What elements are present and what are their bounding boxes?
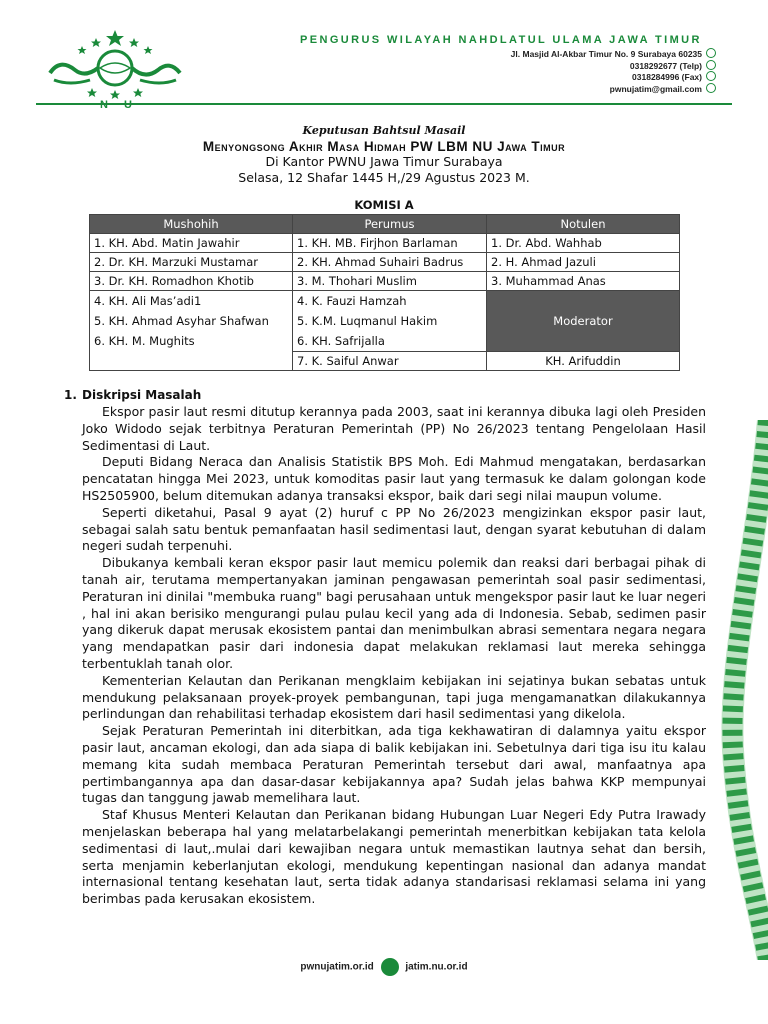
perumus-cell: 1. KH. MB. Firjhon Barlaman bbox=[293, 234, 487, 253]
date-line: Selasa, 12 Shafar 1445 H,/29 Agustus 2023 M. bbox=[238, 170, 530, 185]
mushohih-line: 6. KH. M. Mughits bbox=[94, 334, 195, 348]
notulen-cell: 2. H. Ahmad Jazuli bbox=[487, 253, 680, 272]
table-row bbox=[90, 234, 680, 253]
email-text[interactable]: pwnujatim@gmail.com bbox=[609, 83, 702, 94]
notulen-cell: 3. Muhammad Anas bbox=[487, 272, 680, 291]
fax-icon bbox=[706, 71, 716, 81]
footer-site-2[interactable]: jatim.nu.or.id bbox=[405, 961, 468, 973]
nu-logo bbox=[40, 28, 190, 108]
mushohih-line: 4. KH. Ali Mas’adi1 bbox=[94, 294, 202, 308]
paragraph: Deputi Bidang Neraca dan Analisis Statistik BPS Moh. Edi Mahmud mengatakan, berdasarkan pencatatan hingga Mei 2023, untuk komoditas pasir laut yang termasuk ke dalam golongan kode HS2505900, belum ditemukan adanya transaksi ekspor, baik dari segi nilai maupun volume. bbox=[82, 454, 706, 503]
body-text bbox=[82, 404, 706, 908]
email-icon bbox=[706, 83, 716, 93]
mushohih-cell: 3. Dr. KH. Romadhon Khotib bbox=[90, 272, 293, 291]
mushohih-line: 5. KH. Ahmad Asyhar Shafwan bbox=[94, 314, 269, 328]
table-row bbox=[90, 272, 680, 291]
perumus-cell: 2. KH. Ahmad Suhairi Badrus bbox=[293, 253, 487, 272]
table-header-row bbox=[90, 215, 680, 234]
perumus-line: 4. K. Fauzi Hamzah bbox=[297, 294, 407, 308]
org-name: PENGURUS WILAYAH NAHDLATUL ULAMA JAWA TIMUR bbox=[300, 34, 702, 46]
paragraph: Staf Khusus Menteri Kelautan dan Perikanan bidang Hubungan Luar Negeri Edy Putra Irawady menjelaskan beberapa hal yang melatarbelakangi pemerintah menerbitkan kebijakan tata kelola sedimentasi di laut,.mulai dari kewajiban negara untuk memastikan lautnya sehat dan bersih, serta menjamin keberlanjutan ekologi, mendukung kepentingan nasional dan adanya mandat internasional tentang kesehatan laut, serta tidak adanya standarisasi reklamasi selama ini yang berimbas pada kerusakan ekosistem. bbox=[82, 807, 706, 907]
phone-text: 0318292677 (Telp) bbox=[629, 60, 702, 71]
header-notulen: Notulen bbox=[487, 215, 680, 234]
header-perumus: Perumus bbox=[293, 215, 487, 234]
section-heading bbox=[64, 388, 201, 402]
moderator-name: KH. Arifuddin bbox=[487, 352, 680, 371]
perumus-cell: 3. M. Thohari Muslim bbox=[293, 272, 487, 291]
main-title: Menyongsong Akhir Masa Hidmah PW LBM NU Jawa Timur bbox=[202, 139, 566, 154]
header-mushohih: Mushohih bbox=[90, 215, 293, 234]
notulen-cell: 1. Dr. Abd. Wahhab bbox=[487, 234, 680, 253]
section-title: Diskripsi Masalah bbox=[82, 388, 202, 402]
paragraph: Dibukanya kembali keran ekspor pasir laut memicu polemik dan reaksi dari berbagai pihak di tanah air, terutama mempertanyakan jaminan pengawasan pemerintah soal pasir sedimentasi, Peraturan ini dinilai "membuka ruang" bagi perusahaan untuk mengekspor pasir laut ke luar negeri , hal ini akan berisiko mengurangi pulau pulau kecil yang ada di Indonesia. Sebab, sedimen pasir yang dikeruk dapat merusak ekosistem pantai dan menimbulkan abrasi sementara negara negara yang mendapatkan pasir dari indonesia dapat melakukan reklamasi laut mereka sehingga terbentuklah tanah olor. bbox=[82, 555, 706, 671]
mushohih-cell: 2. Dr. KH. Marzuki Mustamar bbox=[90, 253, 293, 272]
title-block bbox=[0, 124, 768, 212]
fax-line bbox=[511, 71, 716, 83]
moderator-label: Moderator bbox=[487, 291, 680, 352]
perumus-cell: 7. K. Saiful Anwar bbox=[293, 352, 487, 371]
location-icon bbox=[706, 48, 716, 58]
fax-text: 0318284996 (Fax) bbox=[632, 72, 702, 83]
table-row bbox=[90, 253, 680, 272]
paragraph: Sejak Peraturan Pemerintah ini diterbitkan, ada tiga kekhawatiran di dalamnya yaitu ekspor pasir laut, ancaman ekologi, dan ada siapa di balik kebijakan ini. Sebetulnya dari tiga isu itu kalau memang kita sudah membaca Peraturan Pemerintah tersebut dari awal, manfaatnya apa pertimbangannya apa dan dasar-dasar kebijakannya apa? Sudah jelas bahwa KKP mempunyai tugas dan tanggung jawab memelihara laut. bbox=[82, 723, 706, 806]
phone-icon bbox=[706, 60, 716, 70]
table-row bbox=[90, 291, 680, 352]
email-line bbox=[511, 83, 716, 95]
paragraph: Kementerian Kelautan dan Perikanan mengklaim kebijakan ini sejatinya bukan sebatas untuk mendukung pelaksanaan proyek-proyek pembangunan, tapi juga mengamanatkan dilakukannya perlindungan dan rehabilitasi terhadap ekosistem dari hasil sedimentasi yang dikelola. bbox=[82, 672, 706, 722]
mushohih-cell: 1. KH. Abd. Matin Jawahir bbox=[90, 234, 293, 253]
paragraph: Seperti diketahui, Pasal 9 ayat (2) huruf c PP No 26/2023 mengizinkan ekspor pasir laut, sebagai salah satu bentuk pemanfaatan hasil sedimentasi laut, dengan syarat kebutuhan di dalam negeri sudah terpenuhi. bbox=[82, 504, 706, 554]
section-number: 1. bbox=[64, 388, 77, 402]
web-icon bbox=[381, 958, 399, 976]
perumus-line: 5. K.M. Luqmanul Hakim bbox=[297, 314, 438, 328]
paragraph: Ekspor pasir laut resmi ditutup kerannya pada 2003, saat ini kerannya dibuka lagi oleh Presiden Joko Widodo sejak terbitnya Peraturan Pemerintah (PP) No 26/2023 tentang Pengelolaan Hasil Sedimentasi di Laut. bbox=[82, 404, 706, 453]
address-line bbox=[511, 48, 716, 60]
footer-site-1[interactable]: pwnujatim.or.id bbox=[300, 961, 374, 973]
decision-title: Keputusan Bahtsul Masail bbox=[302, 124, 466, 137]
contact-block bbox=[511, 48, 716, 94]
perumus-line: 6. KH. Safrijalla bbox=[297, 334, 385, 348]
header-rule bbox=[36, 103, 732, 105]
location-line: Di Kantor PWNU Jawa Timur Surabaya bbox=[265, 154, 503, 169]
footer bbox=[0, 958, 768, 976]
komisi-table bbox=[89, 214, 680, 371]
phone-line bbox=[511, 60, 716, 72]
commission-label: KOMISI A bbox=[354, 198, 414, 212]
mushohih-stack bbox=[90, 291, 293, 371]
perumus-stack bbox=[293, 291, 487, 352]
address-text: Jl. Masjid Al-Akbar Timur No. 9 Surabaya 60235 bbox=[510, 49, 702, 59]
